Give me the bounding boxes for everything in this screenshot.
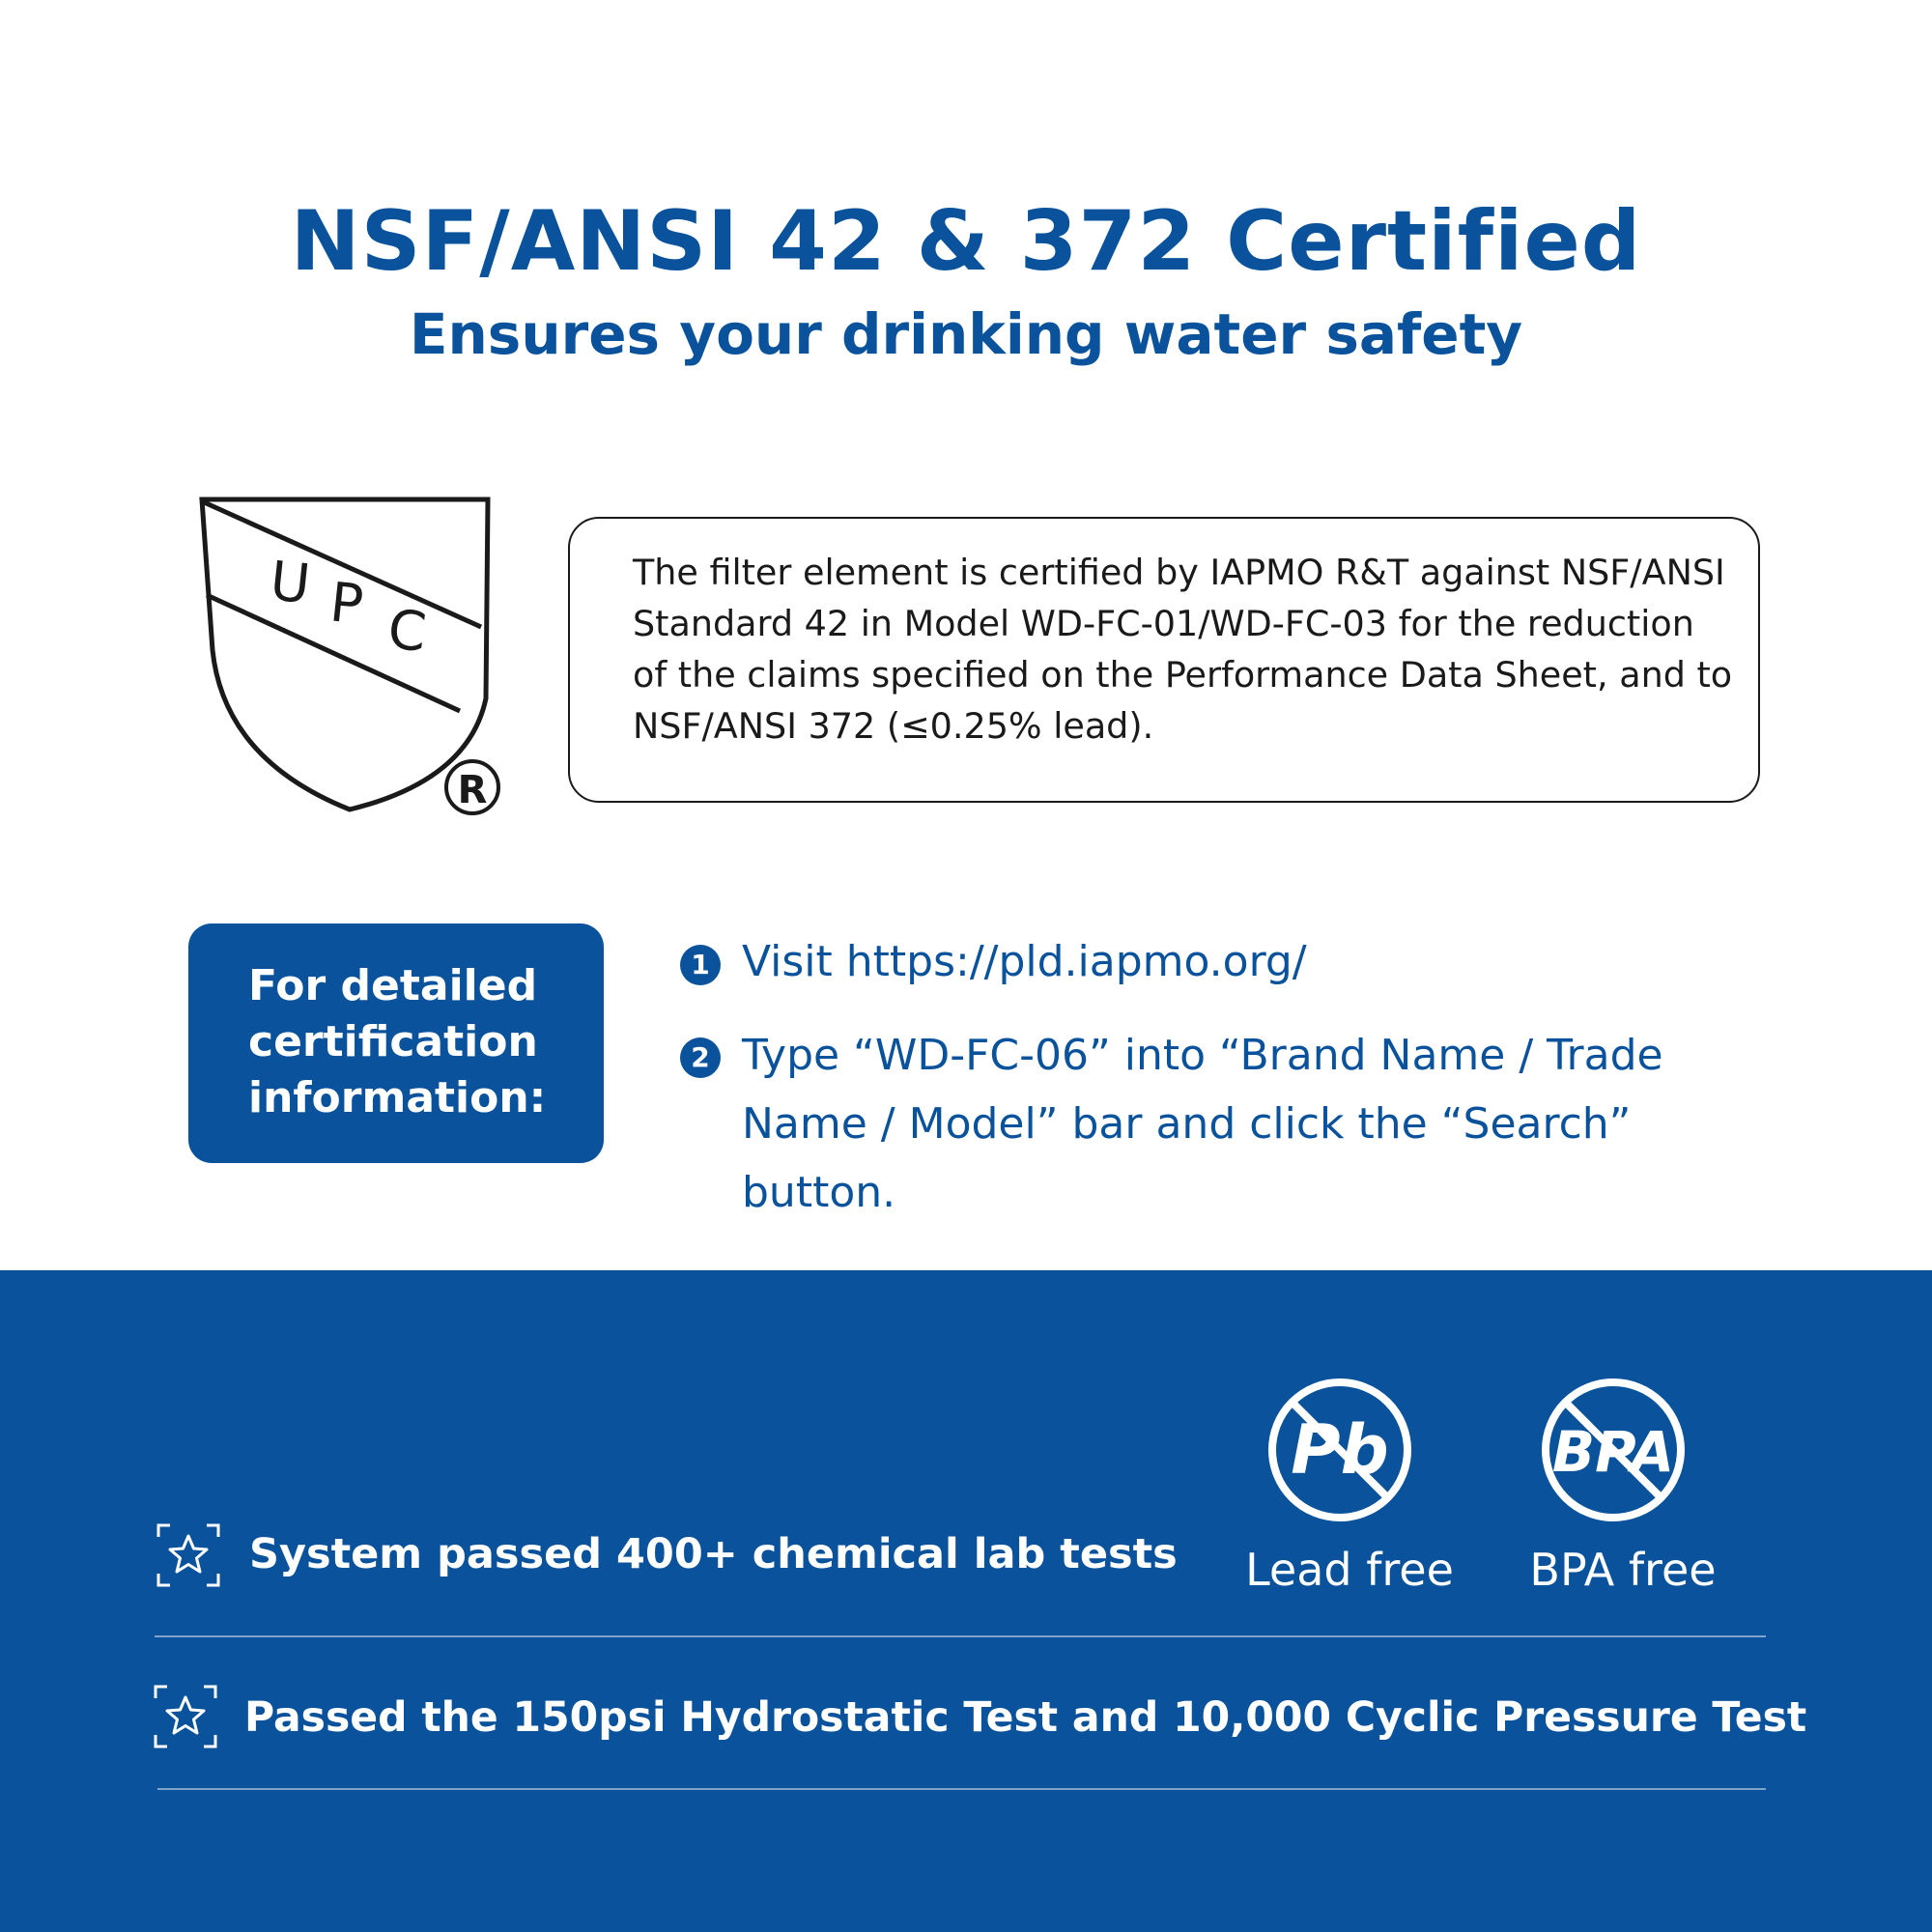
divider bbox=[155, 1635, 1766, 1637]
step-2-number-icon: 2 bbox=[680, 1037, 721, 1078]
bpa-symbol: BPA bbox=[1551, 1419, 1675, 1485]
step-1-text: Visit https://pld.iapmo.org/ bbox=[742, 937, 1307, 986]
no-lead-icon bbox=[1266, 1377, 1413, 1523]
detail-info-label: For detailed certification information: bbox=[248, 961, 547, 1122]
step-2-text: Type “WD-FC-06” into “Brand Name / Trade Name / Model” bar and click the “Search” button. bbox=[742, 1031, 1663, 1217]
features-band bbox=[0, 1270, 1932, 1932]
no-bpa-icon bbox=[1540, 1377, 1687, 1523]
certification-text: The filter element is certified by IAPMO R&T against NSF/ANSI Standard 42 in Model WD-FC-01/WD-FC-03 for the reduction of the claims specified on the Performance Data Sheet, and to NSF/ANSI 372 (≤0.25% lead). bbox=[633, 552, 1733, 747]
bpa-free-label: BPA free bbox=[1529, 1544, 1717, 1596]
upc-shield-logo bbox=[193, 491, 512, 824]
lead-free-label: Lead free bbox=[1245, 1544, 1454, 1596]
detail-info-badge bbox=[188, 923, 604, 1163]
upc-letter-p: P bbox=[327, 571, 366, 638]
feature-lab-tests: System passed 400+ chemical lab tests bbox=[249, 1530, 1178, 1578]
upc-letter-u: U bbox=[267, 550, 314, 617]
star-icon bbox=[155, 1521, 222, 1589]
step-1-number-icon: 1 bbox=[680, 945, 721, 985]
page-subtitle: Ensures your drinking water safety bbox=[409, 301, 1523, 367]
registered-mark: R bbox=[457, 768, 488, 812]
divider bbox=[157, 1788, 1766, 1790]
lead-symbol: Pb bbox=[1291, 1410, 1389, 1490]
page-title: NSF/ANSI 42 & 372 Certified bbox=[290, 193, 1642, 290]
star-icon bbox=[152, 1683, 219, 1750]
feature-pressure-tests: Passed the 150psi Hydrostatic Test and 10,000 Cyclic Pressure Test bbox=[244, 1694, 1807, 1742]
upc-letter-c: C bbox=[384, 598, 430, 666]
